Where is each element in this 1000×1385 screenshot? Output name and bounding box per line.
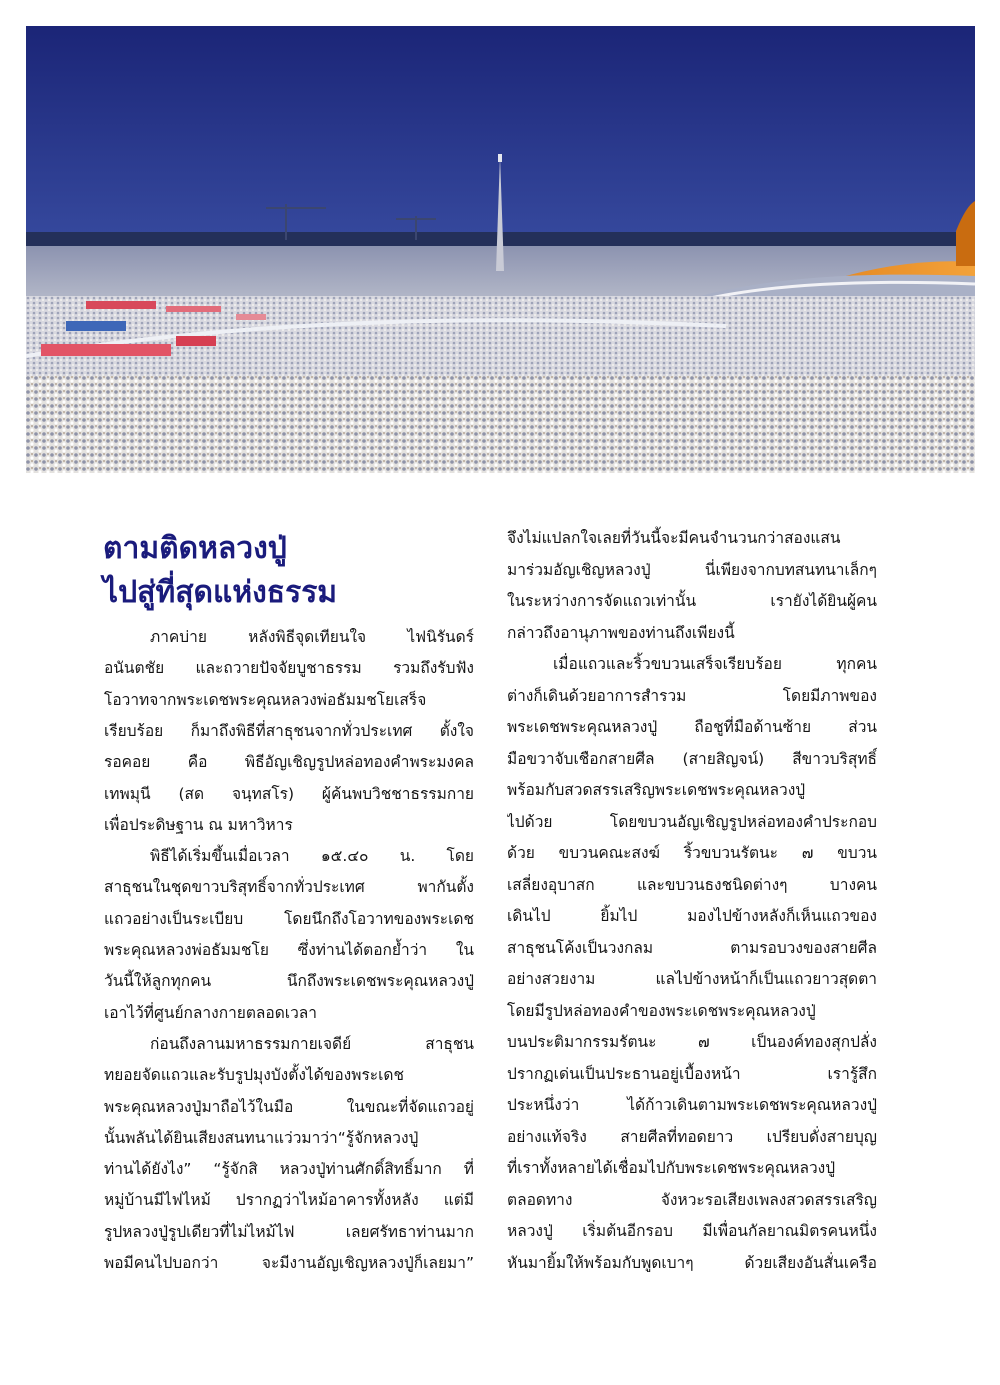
article-title-line-2: ไปสู่ที่สุดแห่งธรรม <box>103 575 338 610</box>
ceremony-photo <box>26 26 975 473</box>
text-line: พระคุณหลวงปู่มาถือไว้ในมือ ในขณะที่จัดแถวอยู่ <box>104 1097 474 1116</box>
text-line: มือขวาจับเชือกสายศีล (สายสิญจน์) สีขาวบริสุทธิ์ <box>507 749 877 768</box>
text-line: ท่านได้ยังไง” “รู้จักสิ หลวงปู่ท่านศักดิ์สิทธิ์มาก ที่ <box>104 1160 474 1179</box>
text-line: เมื่อแถวและริ้วขบวนเสร็จเรียบร้อย ทุกคน <box>553 655 877 673</box>
text-line: เพื่อประดิษฐาน ณ มหาวิหาร <box>104 815 293 834</box>
text-line: ต่างก็เดินด้วยอาการสำรวม โดยมีภาพของ <box>507 686 877 705</box>
text-line: ภาคบ่าย หลังพิธีจุดเทียนใจ ไฟนิรันดร์ <box>150 628 474 646</box>
text-line: หลวงปู่ เริ่มต้นอีกรอบ มีเพื่อนกัลยาณมิตรคนหนึ่ง <box>507 1222 877 1240</box>
text-line: ปรากฏเด่นเป็นประธานอยู่เบื้องหน้า เรารู้สึก <box>507 1064 877 1083</box>
text-line: พร้อมกับสวดสรรเสริญพระเดชพระคุณหลวงปู่ <box>507 781 806 799</box>
text-line: ที่เราทั้งหลายได้เชื่อมไปกับพระเดชพระคุณหลวงปู่ <box>507 1159 836 1177</box>
text-line: วันนี้ให้ลูกทุกคน นึกถึงพระเดชพระคุณหลวงปู่ <box>104 972 474 991</box>
text-line: ในระหว่างการจัดแถวเท่านั้น เรายังได้ยินผู้คน <box>507 592 877 610</box>
text-line: แถวอย่างเป็นระเบียบ โดยนึกถึงโอวาทของพระเดช <box>104 909 474 928</box>
text-line: อย่างแท้จริง สายศีลที่ทอดยาว เปรียบดั่งสายบุญ <box>507 1127 877 1146</box>
text-line: อย่างสวยงาม แลไปข้างหน้าก็เป็นแถวยาวสุดตา <box>507 970 877 988</box>
text-line: นั้นพลันได้ยินเสียงสนทนาแว่วมาว่า“รู้จักหลวงปู่ <box>104 1128 419 1147</box>
text-line: รูปหลวงปู่รูปเดียวที่ไม่ไหม้ไฟ เลยศรัทธาท่านมาก <box>104 1222 474 1241</box>
text-line: เอาไว้ที่ศูนย์กลางกายตลอดเวลา <box>104 1003 318 1022</box>
text-line: สาธุชนโค้งเป็นวงกลม ตามรอบวงของสายศีล <box>507 938 877 957</box>
text-line: อนันตชัย และถวายปัจจัยบูชาธรรม รวมถึงรับฟัง <box>104 659 474 678</box>
text-line: ก่อนถึงลานมหาธรรมกายเจดีย์ สาธุชน <box>150 1034 474 1053</box>
text-line: ตลอดทาง จังหวะรอเสียงเพลงสวดสรรเสริญ <box>507 1190 877 1209</box>
text-line: ประหนึ่งว่า ได้ก้าวเดินตามพระเดชพระคุณหลวงปู่ <box>507 1096 877 1114</box>
article-title-line-1: ตามติดหลวงปู่ <box>103 531 287 566</box>
text-line: เสลี่ยงอุบาสก และขบวนธงชนิดต่างๆ บางคน <box>507 875 877 894</box>
text-line: รอคอย คือ พิธีอัญเชิญรูปหล่อทองคำพระมงคล <box>104 753 474 772</box>
text-line: พระคุณหลวงพ่อธัมมชโย ซึ่งท่านได้ตอกย้ำว่า ใน <box>104 941 474 959</box>
text-line: โอวาทจากพระเดชพระคุณหลวงพ่อธัมมชโยเสร็จ <box>104 690 427 709</box>
text-line: เดินไป ยิ้มไป มองไปข้างหลังก็เห็นแถวของ <box>507 907 877 925</box>
text-line: เทพมุนี (สด จนฺทสโร) ผู้ค้นพบวิชชาธรรมกาย <box>104 784 474 803</box>
article-title <box>103 527 483 615</box>
text-line: กล่าวถึงอานุภาพของท่านถึงเพียงนี้ <box>507 623 735 642</box>
text-line: ทยอยจัดแถวและรับรูปมุงบังตั้งได้ของพระเดช <box>104 1066 404 1085</box>
ceremony-photo-illustration <box>26 26 975 473</box>
text-line: พระเดชพระคุณหลวงปู่ ถือชูที่มือด้านซ้าย ส่วน <box>507 718 877 736</box>
text-line: ด้วย ขบวนคณะสงฆ์ ริ้วขบวนรัตนะ ๗ ขบวน <box>507 844 877 862</box>
text-line: โดยมีรูปหล่อทองคำของพระเดชพระคุณหลวงปู่ <box>507 1001 816 1020</box>
text-line: หมู่บ้านมีไฟไหม้ ปรากฏว่าไหม้อาคารทั้งหลัง แต่มี <box>104 1191 474 1210</box>
text-line: เรียบร้อย ก็มาถึงพิธีที่สาธุชนจากทั่วประเทศ ตั้งใจ <box>104 721 474 740</box>
text-line: พอมีคนไปบอกว่า จะมีงานอัญเชิญหลวงปู่ก็เลยมา” <box>104 1254 474 1272</box>
text-line: จึงไม่แปลกใจเลยที่วันนี้จะมีคนจำนวนกว่าสองแสน <box>507 529 841 547</box>
text-line: มาร่วมอัญเชิญหลวงปู่ นี่เพียงจากบทสนทนาเล็กๆ <box>507 560 877 579</box>
text-line: บนประติมากรรมรัตนะ ๗ เป็นองค์ทองสุกปลั่ง <box>507 1033 877 1051</box>
text-line: ไปด้วย โดยขบวนอัญเชิญรูปหล่อทองคำประกอบ <box>507 812 877 831</box>
text-line: หันมายิ้มให้พร้อมกับพูดเบาๆ ด้วยเสียงอันสั่นเครือ <box>507 1253 877 1272</box>
text-line: พิธีได้เริ่มขึ้นเมื่อเวลา ๑๕.๔๐ น. โดย <box>150 847 474 866</box>
text-line: สาธุชนในชุดขาวบริสุทธิ์จากทั่วประเทศ พากันตั้ง <box>104 878 474 897</box>
